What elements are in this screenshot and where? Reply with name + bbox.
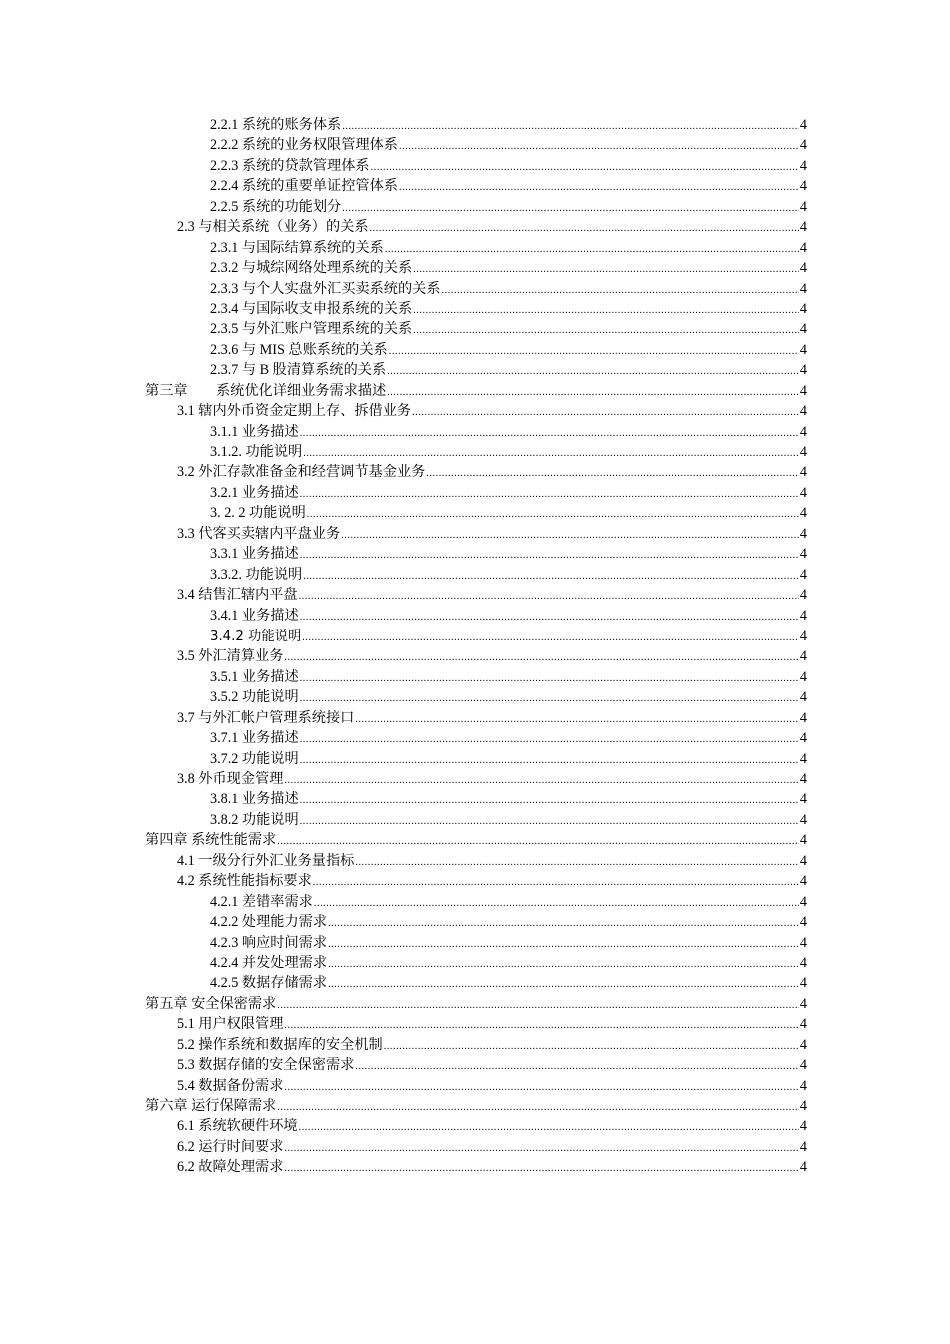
toc-leader-dots [307, 505, 799, 525]
toc-entry[interactable] [145, 156, 807, 176]
toc-leader-dots [389, 342, 799, 362]
toc-entry[interactable] [145, 176, 807, 196]
toc-entry-title: 4.2.3 响应时间需求 [210, 934, 328, 951]
toc-entry[interactable] [145, 728, 807, 748]
toc-leader-dots [412, 403, 799, 423]
toc-leader-dots [277, 996, 799, 1016]
toc-leader-dots [302, 628, 799, 648]
toc-leader-dots [284, 1016, 798, 1036]
toc-page-number: 4 [799, 137, 807, 154]
toc-entry-title: 6.2 故障处理需求 [177, 1159, 284, 1176]
toc-leader-dots [300, 751, 799, 771]
toc-page-number: 4 [799, 730, 807, 747]
toc-page-number: 4 [799, 300, 807, 317]
toc-page-number: 4 [799, 1098, 807, 1114]
toc-entry-title: 3.8.2 功能说明 [210, 811, 299, 828]
toc-leader-dots [387, 362, 799, 382]
toc-leader-dots [413, 321, 799, 341]
toc-entry-title: 2.2.1 系统的账务体系 [210, 117, 342, 133]
toc-entry-title: 2.3 与相关系统（业务）的关系 [177, 219, 369, 236]
toc-entry[interactable] [145, 360, 807, 380]
toc-entry[interactable] [145, 892, 807, 912]
toc-entry-title: 3.1.1 业务描述 [210, 423, 299, 440]
toc-entry-title: 3.3.1 业务描述 [210, 546, 299, 563]
toc-page-number: 4 [799, 1118, 807, 1135]
toc-page-number: 4 [799, 464, 807, 481]
toc-page-number: 4 [799, 505, 807, 522]
toc-leader-dots [370, 219, 799, 239]
toc-page-number: 4 [799, 403, 807, 420]
toc-entry[interactable] [145, 769, 807, 789]
toc-leader-dots [342, 117, 799, 137]
toc-leader-dots [328, 914, 799, 934]
toc-leader-dots [303, 567, 799, 587]
toc-leader-dots [328, 975, 799, 995]
toc-entry[interactable] [145, 912, 807, 932]
toc-entry[interactable] [145, 483, 807, 503]
toc-page-number: 4 [799, 1159, 807, 1176]
toc-entry-title: 3.5.1 业务描述 [210, 668, 299, 685]
toc-page-number: 4 [799, 893, 807, 910]
toc-leader-dots [300, 812, 799, 832]
toc-page-number: 4 [799, 566, 807, 583]
toc-leader-dots [300, 669, 799, 689]
toc-entry-title: 2.3.3 与个人实盘外汇买卖系统的关系 [210, 280, 441, 297]
toc-entry[interactable] [145, 789, 807, 809]
toc-leader-dots [355, 710, 799, 730]
toc-leader-dots [284, 1159, 798, 1179]
toc-entry-title: 3.3.2. 功能说明 [210, 566, 303, 583]
toc-entry-title: 5.2 操作系统和数据库的安全机制 [177, 1036, 383, 1053]
toc-leader-dots [300, 608, 799, 628]
toc-entry-title: 第四章 系统性能需求 [145, 832, 277, 849]
toc-entry[interactable] [145, 687, 807, 707]
toc-leader-dots [342, 199, 799, 219]
toc-entry-title: 6.2 运行时间要求 [177, 1138, 284, 1155]
toc-page-number: 4 [799, 873, 807, 890]
toc-leader-dots [413, 301, 799, 321]
toc-page-number: 4 [799, 198, 807, 215]
toc-page-number: 4 [799, 587, 807, 604]
toc-page-number: 4 [799, 954, 807, 971]
toc-page-number: 4 [799, 1057, 807, 1074]
toc-entry-title: 3.3 代客买卖辖内平盘业务 [177, 525, 341, 542]
toc-entry[interactable] [145, 115, 807, 135]
toc-leader-dots [300, 689, 799, 709]
toc-leader-dots [399, 137, 799, 157]
toc-entry-title: 第六章 运行保障需求 [145, 1098, 277, 1114]
toc-page-number: 4 [799, 117, 807, 133]
toc-entry[interactable] [145, 442, 807, 462]
toc-entry[interactable] [145, 646, 807, 666]
toc-entry[interactable] [145, 238, 807, 258]
toc-page-number: 4 [799, 444, 807, 460]
toc-leader-dots [300, 485, 799, 505]
toc-page-number: 4 [799, 157, 807, 174]
toc-page-number: 4 [799, 1036, 807, 1053]
toc-page-number: 4 [799, 484, 807, 501]
toc-leader-dots [355, 1057, 799, 1077]
toc-entry[interactable] [145, 871, 807, 891]
toc-entry[interactable] [145, 217, 807, 237]
toc-page-number: 4 [799, 709, 807, 726]
table-of-contents [145, 115, 807, 1178]
toc-page-number: 4 [799, 914, 807, 931]
toc-leader-dots [300, 546, 799, 566]
toc-page-number: 4 [799, 648, 807, 665]
toc-entry-title: 5.1 用户权限管理 [177, 1016, 284, 1033]
toc-page-number: 4 [799, 341, 807, 358]
toc-page-number: 4 [799, 791, 807, 808]
toc-leader-dots [341, 526, 799, 546]
toc-entry[interactable] [145, 135, 807, 155]
toc-page-number: 4 [799, 627, 807, 644]
toc-entry-title: 3.1 辖内外币资金定期上存、拆借业务 [177, 403, 412, 420]
toc-entry-title: 4.2 系统性能指标要求 [177, 873, 312, 890]
toc-leader-dots [284, 648, 798, 668]
toc-page-number: 4 [799, 750, 807, 767]
toc-entry[interactable] [145, 606, 807, 626]
toc-page-number: 4 [799, 771, 807, 787]
toc-leader-dots [300, 791, 799, 811]
toc-entry-title: 2.3.5 与外汇账户管理系统的关系 [210, 321, 413, 338]
toc-leader-dots [277, 1098, 799, 1118]
toc-page-number: 4 [799, 178, 807, 195]
toc-entry-title: 3.7.1 业务描述 [210, 730, 299, 747]
toc-entry-title: 3.7 与外汇帐户管理系统接口 [177, 709, 355, 726]
toc-entry[interactable] [145, 851, 807, 871]
toc-leader-dots [313, 873, 799, 893]
toc-leader-dots [413, 260, 799, 280]
toc-entry-title: 4.2.5 数据存储需求 [210, 975, 328, 992]
toc-entry-title: 3.4.1 业务描述 [210, 607, 299, 624]
toc-page-number: 4 [799, 934, 807, 951]
toc-entry-title: 2.3.6 与 MIS 总账系统的关系 [210, 341, 388, 358]
toc-entry[interactable] [145, 626, 807, 646]
toc-entry-title: 3.2 外汇存款准备金和经营调节基金业务 [177, 464, 426, 481]
toc-page-number: 4 [799, 852, 807, 869]
toc-entry-title: 3.1.2. 功能说明 [210, 444, 303, 460]
toc-entry-title: 3.2.1 业务描述 [210, 484, 299, 501]
toc-entry-title: 3. 2. 2 功能说明 [210, 505, 306, 522]
toc-entry-title: 2.3.2 与城综网络处理系统的关系 [210, 260, 413, 277]
toc-page-number: 4 [799, 668, 807, 685]
toc-leader-dots [284, 1078, 798, 1098]
toc-page-number: 4 [799, 607, 807, 624]
toc-entry[interactable] [145, 544, 807, 564]
toc-entry-title: 2.2.4 系统的重要单证控管体系 [210, 178, 398, 195]
toc-entry-title: 3.4.2 功能说明 [210, 628, 302, 644]
toc-entry-title: 4.1 一级分行外汇业务量指标 [177, 852, 355, 869]
toc-entry[interactable] [145, 708, 807, 728]
toc-leader-dots [328, 955, 799, 975]
toc-entry[interactable] [145, 1055, 807, 1075]
toc-entry-title: 第三章 系统优化详细业务需求描述 [145, 382, 387, 399]
toc-entry[interactable] [145, 340, 807, 360]
toc-entry[interactable] [145, 1035, 807, 1055]
toc-leader-dots [399, 178, 799, 198]
toc-entry[interactable] [145, 401, 807, 421]
toc-leader-dots [384, 1037, 799, 1057]
toc-entry-title: 3.8.1 业务描述 [210, 791, 299, 808]
toc-leader-dots [385, 240, 799, 260]
toc-leader-dots [314, 894, 799, 914]
toc-leader-dots [299, 1118, 799, 1138]
toc-entry[interactable] [145, 319, 807, 339]
toc-entry[interactable] [145, 381, 807, 401]
toc-entry-title: 3.5 外汇清算业务 [177, 648, 284, 665]
toc-entry[interactable] [145, 565, 807, 585]
toc-leader-dots [355, 853, 799, 873]
toc-leader-dots [284, 1139, 798, 1159]
toc-entry[interactable] [145, 422, 807, 442]
toc-entry-title: 5.4 数据备份需求 [177, 1077, 284, 1094]
toc-leader-dots [300, 424, 799, 444]
toc-leader-dots [300, 730, 799, 750]
toc-entry-title: 3.4 结售汇辖内平盘 [177, 587, 298, 604]
toc-page-number: 4 [799, 239, 807, 256]
toc-page-number: 4 [799, 260, 807, 277]
toc-entry-title: 2.3.7 与 B 股清算系统的关系 [210, 362, 387, 379]
toc-entry[interactable] [145, 749, 807, 769]
toc-leader-dots [387, 383, 799, 403]
toc-page-number: 4 [799, 1016, 807, 1033]
toc-entry[interactable] [145, 1137, 807, 1157]
toc-page-number: 4 [799, 525, 807, 542]
toc-leader-dots [299, 587, 799, 607]
toc-entry[interactable] [145, 830, 807, 850]
toc-leader-dots [442, 281, 799, 301]
toc-entry-title: 3.5.2 功能说明 [210, 689, 299, 706]
toc-entry[interactable] [145, 810, 807, 830]
toc-page-number: 4 [799, 689, 807, 706]
toc-page-number: 4 [799, 1138, 807, 1155]
toc-entry-title: 5.3 数据存储的安全保密需求 [177, 1057, 355, 1074]
toc-entry-title: 3.8 外币现金管理 [177, 771, 284, 787]
toc-entry-title: 2.2.2 系统的业务权限管理体系 [210, 137, 398, 154]
toc-page-number: 4 [799, 811, 807, 828]
toc-entry[interactable] [145, 1076, 807, 1096]
toc-entry[interactable] [145, 1096, 807, 1116]
toc-page-number: 4 [799, 423, 807, 440]
toc-entry[interactable] [145, 503, 807, 523]
toc-page-number: 4 [799, 995, 807, 1012]
toc-page-number: 4 [799, 832, 807, 849]
toc-entry[interactable] [145, 197, 807, 217]
toc-entry-title: 2.3.4 与国际收支申报系统的关系 [210, 300, 413, 317]
toc-entry[interactable] [145, 462, 807, 482]
toc-leader-dots [371, 158, 799, 178]
toc-entry[interactable] [145, 953, 807, 973]
toc-page-number: 4 [799, 219, 807, 236]
toc-page-number: 4 [799, 280, 807, 297]
toc-entry-title: 6.1 系统软硬件环境 [177, 1118, 298, 1135]
toc-leader-dots [284, 771, 798, 791]
toc-entry-title: 4.2.2 处理能力需求 [210, 914, 328, 931]
toc-entry-title: 2.2.5 系统的功能划分 [210, 198, 342, 215]
toc-entry[interactable] [145, 1157, 807, 1177]
toc-entry-title: 第五章 安全保密需求 [145, 995, 277, 1012]
toc-page-number: 4 [799, 382, 807, 399]
toc-page-number: 4 [799, 321, 807, 338]
toc-leader-dots [277, 832, 799, 852]
toc-entry[interactable] [145, 1014, 807, 1034]
toc-entry[interactable] [145, 667, 807, 687]
toc-page-number: 4 [799, 975, 807, 992]
toc-entry-title: 3.7.2 功能说明 [210, 750, 299, 767]
toc-page-number: 4 [799, 1077, 807, 1094]
toc-page-number: 4 [799, 362, 807, 379]
toc-entry[interactable] [145, 994, 807, 1014]
toc-entry-title: 2.2.3 系统的贷款管理体系 [210, 157, 370, 174]
toc-entry[interactable] [145, 1116, 807, 1136]
toc-entry[interactable] [145, 973, 807, 993]
toc-leader-dots [328, 935, 799, 955]
toc-entry[interactable] [145, 933, 807, 953]
toc-entry-title: 4.2.4 并发处理需求 [210, 954, 328, 971]
toc-entry-title: 4.2.1 差错率需求 [210, 893, 313, 910]
toc-entry[interactable] [145, 279, 807, 299]
toc-entry[interactable] [145, 258, 807, 278]
toc-leader-dots [303, 444, 799, 464]
toc-entry[interactable] [145, 299, 807, 319]
toc-entry[interactable] [145, 524, 807, 544]
toc-leader-dots [426, 464, 799, 484]
toc-page-number: 4 [799, 546, 807, 563]
toc-entry-title: 2.3.1 与国际结算系统的关系 [210, 239, 384, 256]
toc-entry[interactable] [145, 585, 807, 605]
